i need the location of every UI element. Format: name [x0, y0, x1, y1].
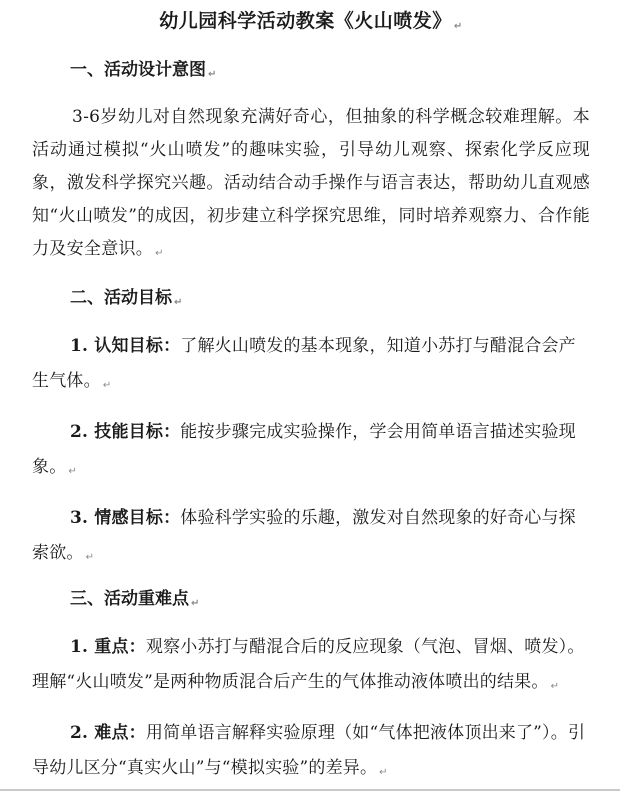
- page-bottom-divider: [0, 789, 620, 791]
- item-text: 能按步骤完成实验操作，学会用简单语言描述实验现象。: [32, 422, 576, 477]
- item-text: 了解火山喷发的基本现象，知道小苏打与醋混合会产生气体。: [32, 336, 576, 391]
- title-text: 幼儿园科学活动教案《火山喷发》: [159, 10, 452, 32]
- document-title: [32, 8, 590, 40]
- item-label: 2. 技能目标：: [70, 422, 181, 442]
- paragraph-mark-icon: ↵: [453, 21, 463, 32]
- heading-text: 三、活动重难点: [70, 589, 189, 609]
- item-label: 1. 重点：: [70, 637, 146, 657]
- item-label: 2. 难点：: [70, 723, 146, 743]
- key-point-item-focus: [32, 630, 590, 704]
- item-label: 3. 情感目标：: [70, 508, 181, 528]
- objective-item-skill: [32, 415, 590, 489]
- paragraph-mark-icon: ↵: [68, 466, 77, 477]
- paragraph-mark-icon: ↵: [155, 248, 164, 259]
- item-text: 体验科学实验的乐趣，激发对自然现象的好奇心与探索欲。: [32, 508, 576, 563]
- item-label: 1. 认知目标：: [70, 336, 181, 356]
- objective-item-emotion: [32, 501, 590, 575]
- paragraph-mark-icon: ↵: [379, 767, 388, 778]
- paragraph-mark-icon: ↵: [208, 69, 217, 80]
- key-point-item-difficulty: [32, 716, 590, 790]
- paragraph-mark-icon: ↵: [174, 297, 183, 308]
- objective-item-cognitive: [32, 329, 590, 403]
- paragraph-mark-icon: ↵: [102, 380, 112, 391]
- paragraph-mark-icon: ↵: [85, 552, 95, 563]
- paragraph-mark-icon: ↵: [191, 598, 200, 609]
- section-heading-objectives: [70, 286, 590, 315]
- heading-text: 一、活动设计意图: [70, 60, 206, 80]
- item-text: 观察小苏打与醋混合后的反应现象（气泡、冒烟、喷发）。理解“火山喷发”是两种物质混合后产生的气体推动液体喷出的结果。: [32, 637, 585, 692]
- item-text: 用简单语言解释实验原理（如“气体把液体顶出来了”）。引导幼儿区分“真实火山”与“模拟实验”的差异。: [32, 723, 586, 778]
- heading-text: 二、活动目标: [70, 288, 172, 308]
- paragraph-text: 3-6岁幼儿对自然现象充满好奇心，但抽象的科学概念较难理解。本活动通过模拟“火山喷发”的趣味实验，引导幼儿观察、探索化学反应现象，激发科学探究兴趣。活动结合动手操作与语言表达，帮助幼儿直观感知“火山喷发”的成因，初步建立科学探究思维，同时培养观察力、合作能力及安全意识。: [32, 107, 590, 259]
- section-heading-key-points: [70, 587, 590, 616]
- design-intent-paragraph: [32, 101, 590, 270]
- paragraph-mark-icon: ↵: [550, 681, 560, 692]
- section-heading-design-intent: [70, 58, 590, 87]
